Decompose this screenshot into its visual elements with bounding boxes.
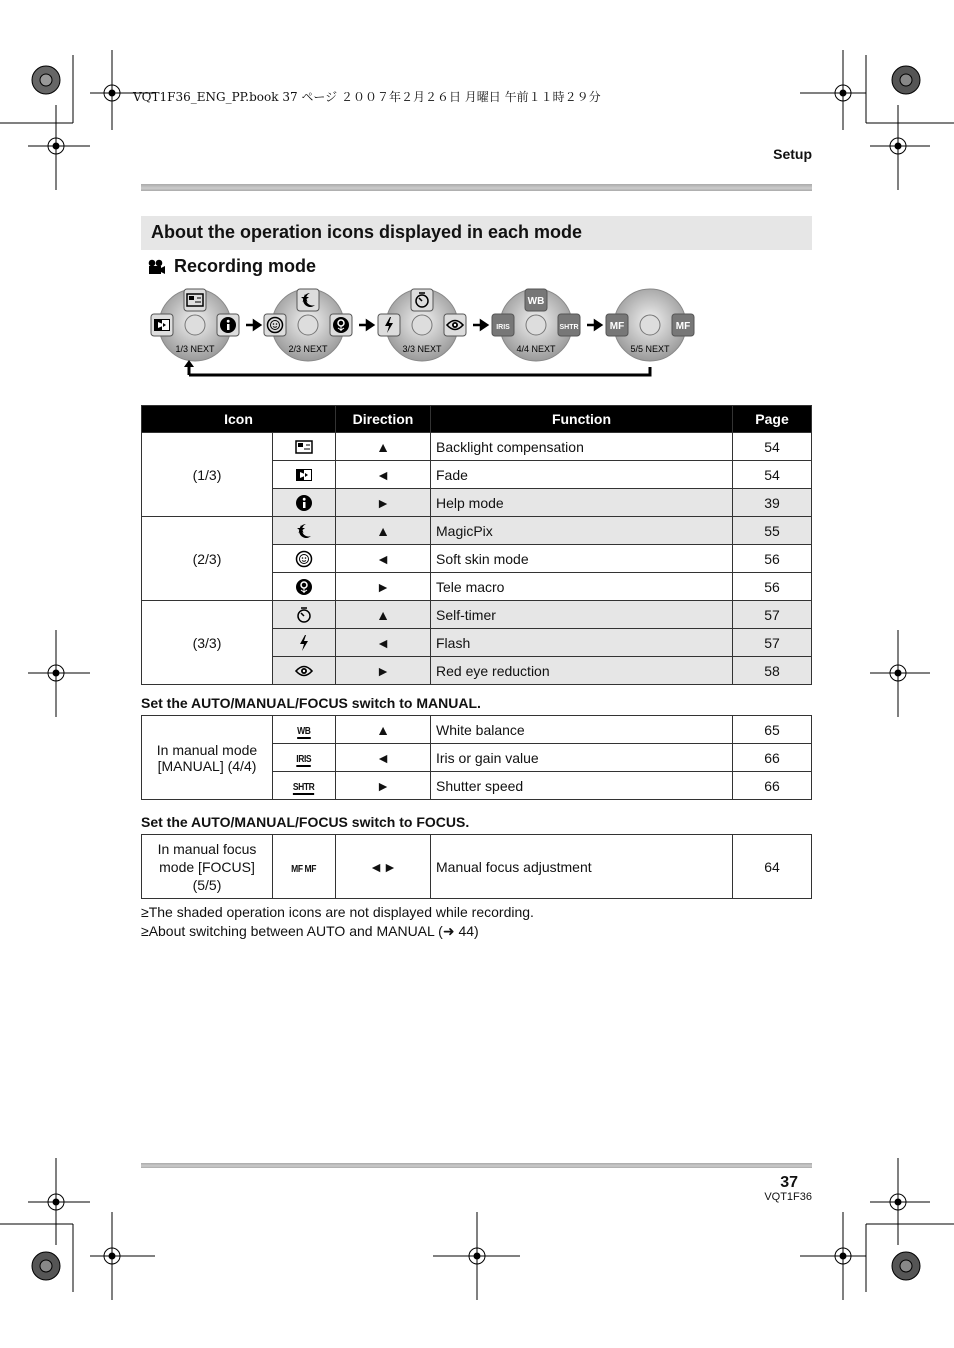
table-row: [142, 835, 812, 899]
function-cell: Backlight compensation: [431, 433, 733, 461]
shtr-icon: [558, 314, 580, 336]
group-label-line: [MANUAL] (4/4): [157, 757, 257, 774]
operation-pad: [264, 289, 352, 361]
svg-text:MF: MF: [675, 321, 691, 332]
function-cell: Self-timer: [431, 601, 733, 629]
iris-icon: [492, 314, 514, 336]
wb-icon: WB: [273, 716, 336, 744]
direction-cell: ►: [336, 489, 431, 517]
page-cell: 56: [733, 545, 812, 573]
recording-mode-heading: [148, 256, 316, 277]
operation-pad: [606, 289, 694, 361]
group-label: (1/3): [142, 433, 273, 517]
fade-icon: [273, 461, 336, 489]
function-cell: Iris or gain value: [431, 744, 733, 772]
direction-cell: ◄: [336, 744, 431, 772]
self-timer-icon: [411, 289, 433, 311]
backlight-icon: [273, 433, 336, 461]
backlight-icon: [184, 289, 206, 311]
operation-pad: [492, 289, 580, 361]
page-cell: 54: [733, 433, 812, 461]
direction-cell: ◄: [336, 629, 431, 657]
page-next-label: 2/3 NEXT: [288, 344, 328, 354]
page-cell: 54: [733, 461, 812, 489]
page-cell: 66: [733, 772, 812, 800]
mf-icon: [606, 314, 628, 336]
function-cell: White balance: [431, 716, 733, 744]
direction-cell: ◄: [336, 545, 431, 573]
header-direction: Direction: [336, 406, 431, 433]
group-label-line: mode [FOCUS]: [159, 858, 255, 875]
red-eye-icon: [444, 314, 466, 336]
header-icon: Icon: [142, 406, 336, 433]
soft-skin-icon: [264, 314, 286, 336]
svg-text:MF: MF: [609, 321, 625, 332]
table-row: [142, 433, 812, 461]
notes-list: [141, 903, 534, 941]
focus-mode-table: [141, 834, 812, 899]
direction-cell: ►: [336, 657, 431, 685]
group-label: (3/3): [142, 601, 273, 685]
function-cell: Soft skin mode: [431, 545, 733, 573]
subheading-bar: [141, 216, 812, 250]
direction-cell: ►: [336, 772, 431, 800]
magicpix-icon: [297, 289, 319, 311]
operation-icon-strip: [141, 286, 701, 380]
operation-pad: [378, 289, 466, 361]
flash-icon: [273, 629, 336, 657]
soft-skin-icon: [273, 545, 336, 573]
tele-macro-icon: [330, 314, 352, 336]
page-cell: 65: [733, 716, 812, 744]
page-cell: 56: [733, 573, 812, 601]
header-page: Page: [733, 406, 812, 433]
function-cell: Tele macro: [431, 573, 733, 601]
next-arrow-icon: [246, 321, 260, 329]
page-cell: 58: [733, 657, 812, 685]
help-icon: [273, 489, 336, 517]
next-arrow-icon: [473, 321, 487, 329]
operation-pad: [151, 289, 239, 361]
page-next-label: 4/4 NEXT: [516, 344, 556, 354]
fade-icon: [151, 314, 173, 336]
bottom-rule: [141, 1163, 812, 1168]
flash-icon: [378, 314, 400, 336]
group-label: (2/3): [142, 517, 273, 601]
manual-mode-table: [141, 715, 812, 800]
function-cell: Flash: [431, 629, 733, 657]
page-cell: 66: [733, 744, 812, 772]
direction-cell: ◄: [336, 461, 431, 489]
svg-text:IRIS: IRIS: [496, 324, 510, 331]
top-rule: [141, 184, 812, 191]
red-eye-icon: [273, 657, 336, 685]
table-row: [142, 517, 812, 545]
mf-icon: [672, 314, 694, 336]
page-next-label: 3/3 NEXT: [402, 344, 442, 354]
note-manual: Set the AUTO/MANUAL/FOCUS switch to MANUAL.: [141, 695, 481, 711]
magicpix-icon: [273, 517, 336, 545]
shtr-icon: SHTR: [273, 772, 336, 800]
wb-icon: [525, 289, 547, 311]
group-label-line: In manual focus: [157, 840, 257, 857]
self-timer-icon: [273, 601, 336, 629]
movie-camera-icon: [148, 259, 166, 275]
function-cell: Shutter speed: [431, 772, 733, 800]
page-cell: 57: [733, 629, 812, 657]
table-row: [142, 601, 812, 629]
function-cell: MagicPix: [431, 517, 733, 545]
group-label-line: In manual mode: [156, 741, 258, 758]
direction-cell: ◄►: [336, 835, 431, 899]
recording-mode-title: Recording mode: [174, 256, 317, 276]
page-cell: 64: [733, 835, 812, 899]
page-next-label: 1/3 NEXT: [175, 344, 215, 354]
mf-icon: MF MF: [273, 835, 336, 899]
direction-cell: ►: [336, 573, 431, 601]
function-cell: Manual focus adjustment: [431, 835, 733, 899]
direction-cell: ▲: [336, 716, 431, 744]
list-item: ≥The shaded operation icons are not displayed while recording.: [141, 904, 534, 920]
table-row: [142, 716, 812, 744]
group-label-focus: [142, 835, 273, 899]
page-next-label: 5/5 NEXT: [630, 344, 670, 354]
iris-icon: IRIS: [273, 744, 336, 772]
header-function: Function: [431, 406, 733, 433]
page-number: 37: [780, 1174, 798, 1191]
subheading: About the operation icons displayed in each mode: [151, 222, 583, 242]
section-label: Setup: [773, 146, 812, 162]
svg-text:SHTR: SHTR: [559, 324, 579, 331]
function-cell: Fade: [431, 461, 733, 489]
operation-icons-table: [141, 405, 812, 685]
file-header: VQT1F36_ENG_PP.book 37 ページ ２００７年２月２６日 月曜日 午前１１時２９分: [133, 90, 601, 104]
help-icon: [217, 314, 239, 336]
page-cell: 57: [733, 601, 812, 629]
next-arrow-icon: [359, 321, 373, 329]
list-item: ≥About switching between AUTO and MANUAL (➜ 44): [141, 923, 479, 939]
svg-text:WB: WB: [527, 296, 545, 307]
next-arrow-icon: [587, 321, 601, 329]
function-cell: Help mode: [431, 489, 733, 517]
model-code: VQT1F36: [764, 1191, 812, 1203]
note-focus: Set the AUTO/MANUAL/FOCUS switch to FOCUS.: [141, 814, 470, 830]
function-cell: Red eye reduction: [431, 657, 733, 685]
page-cell: 39: [733, 489, 812, 517]
page-cell: 55: [733, 517, 812, 545]
tele-macro-icon: [273, 573, 336, 601]
group-label-line: (5/5): [192, 876, 222, 893]
direction-cell: ▲: [336, 601, 431, 629]
group-label-manual: [142, 716, 273, 800]
direction-cell: ▲: [336, 517, 431, 545]
table-header-row: [142, 406, 812, 433]
direction-cell: ▲: [336, 433, 431, 461]
